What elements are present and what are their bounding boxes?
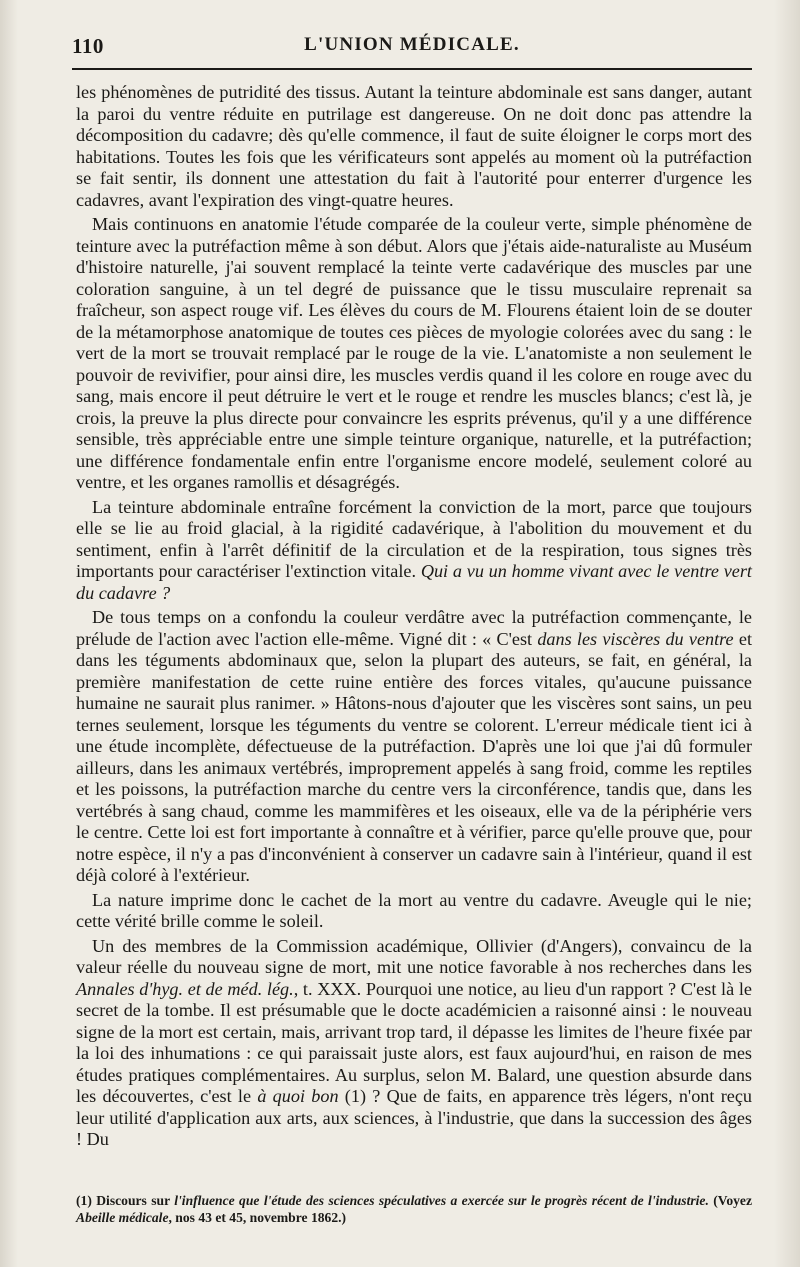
text-run: (Voyez bbox=[708, 1193, 753, 1208]
header-rule bbox=[72, 68, 752, 70]
paragraph bbox=[76, 497, 752, 605]
paragraph bbox=[76, 607, 752, 887]
text-run: et dans les téguments abdominaux que, selon la plupart des auteurs, se fait, en général, la première manifestation de cette ruine entière des forces vitales, qu'aucune puissance humaine ne saurait plus ranimer. » Hâtons-nous d'ajouter que les viscères sont sains, un peu ternes seulement, lorsque les téguments du ventre se colorent. L'erreur médicale tient ici à une étude incomplète, défectueuse de la putréfaction. D'après une loi que j'ai dû formuler ailleurs, dans les animaux vertébrés, improprement appelés à sang froid, comme les reptiles et les poissons, la putréfaction marche du centre vers la circonférence, tandis que, dans les vertébrés à sang chaud, comme les mammifères et les oiseaux, elle va de la périphérie vers le centre. Cette loi est fort importante à connaître et à vérifier, parce qu'elle prouve que, pour notre espèce, il n'y a pas d'inconvénient à conserver un cadavre sain à l'intérieur, quand il est déjà coloré à l'extérieur. bbox=[76, 628, 752, 885]
text-run: De tous temps on a confondu la couleur verdâtre avec la putréfaction commençante, le prélude de l'action avec l'action elle-même. Vigné dit : « C'est bbox=[76, 607, 752, 649]
footnote bbox=[76, 1192, 752, 1226]
page-gutter-shadow bbox=[0, 0, 18, 1267]
paragraph bbox=[76, 82, 752, 211]
text-run: (1) ? Que de faits, en apparence très légers, n'ont reçu leur utilité d'application aux arts, aux sciences, à l'industrie, que dans la succession des âges ! Du bbox=[76, 1086, 752, 1149]
page-number: 110 bbox=[72, 34, 104, 58]
italic-text-run: Abeille médicale bbox=[76, 1210, 169, 1225]
paragraph bbox=[76, 214, 752, 494]
text-run: , t. XXX. Pourquoi une notice, au lieu d'un rapport ? C'est là le secret de la tombe. Il est présumable que le docte académicien a raisonné ainsi : le nouveau signe de la mort est certain, mais, arrivant trop tard, il dépasse les limites de l'heure fixée par la loi des inhumations : ce qui paraissait juste alors, est faux aujourd'hui, en raison de mes études pratiques complémentaires. Au surplus, selon M. Balard, une question absurde dans les découvertes, c'est le bbox=[76, 978, 752, 1106]
text-run: (1) Discours sur bbox=[76, 1193, 175, 1208]
page-edge-shadow bbox=[774, 0, 800, 1267]
text-run: , nos 43 et 45, novembre 1862.) bbox=[168, 1210, 347, 1225]
italic-text-run: Annales d'hyg. et de méd. lég. bbox=[76, 978, 294, 999]
text-run: La teinture abdominale entraîne forcément la conviction de la mort, parce que toujours elle se lie au froid glacial, à la rigidité cadavérique, à l'abolition du mouvement et du sentiment, enfin à l'arrêt définitif de la circulation et de la respiration, tous signes très importants pour caractériser l'extinction vitale. bbox=[76, 496, 752, 581]
text-run: les phénomènes de putridité des tissus. Autant la teinture abdominale est sans danger, autant la paroi du ventre réduite en putrilage est dangereuse. On ne doit donc pas attendre la décomposition du cadavre; dès qu'elle commence, il faut de suite éloigner le corps mort des habitations. Toutes les fois que les vérificateurs sont appelés au moment où la putréfaction se fait sentir, ils donnent une attestation du fait à l'autorité pour enterrer d'urgence les cadavres, avant l'expiration des vingt-quatre heures. bbox=[76, 82, 752, 210]
italic-text-run: l'influence que l'étude des sciences spéculatives a exercée sur le progrès récent de l'industrie. bbox=[174, 1193, 709, 1208]
paragraph bbox=[76, 890, 752, 933]
text-run: Un des membres de la Commission académique, Ollivier (d'Angers), convaincu de la valeur réelle du nouveau signe de mort, mit une notice favorable à nos recherches dans les bbox=[76, 935, 752, 977]
paragraph bbox=[76, 936, 752, 1151]
article-body bbox=[76, 82, 752, 1151]
text-run: La nature imprime donc le cachet de la mort au ventre du cadavre. Aveugle qui le nie; cette vérité brille comme le soleil. bbox=[76, 889, 752, 931]
text-run: Mais continuons en anatomie l'étude comparée de la couleur verte, simple phénomène de teinture avec la putréfaction même à son début. Alors que j'étais aide-naturaliste au Muséum d'histoire naturelle, j'ai souvent remplacé la teinte verte cadavérique des muscles par une coloration sanguine, à un tel degré de puissance que le tissu musculaire reprenait sa fraîcheur, son aspect rouge vif. Les élèves du cours de M. Flourens étaient loin de se douter de la métamorphose anatomique de toutes ces pièces de myologie colorées avec du sang : le vert de la mort se trouvait remplacé par le rouge de la vie. L'anatomiste a non seulement le pouvoir de revivifier, pour ainsi dire, les muscles verdis quand il les colore en rouge avec du sang, mais encore il peut détruire le vert et le rouge et rendre les muscles blancs; c'est là, je crois, la preuve la plus directe pour convaincre les esprits prévenus, qu'il y a une différence sensible, très appréciable entre une simple teinture organique, naturelle, et la putréfaction; une différence fondamentale enfin entre l'organisme encore modelé, seulement coloré au ventre, et les organes ramollis et désagrégés. bbox=[76, 214, 752, 492]
italic-text-run: dans les viscères du ventre bbox=[537, 628, 734, 649]
italic-text-run: à quoi bon bbox=[257, 1086, 339, 1106]
italic-text-run: Qui a vu un homme vivant avec le ventre vert du cadavre ? bbox=[76, 561, 752, 603]
page-header bbox=[72, 32, 752, 62]
running-title: L'UNION MÉDICALE. bbox=[304, 34, 520, 55]
